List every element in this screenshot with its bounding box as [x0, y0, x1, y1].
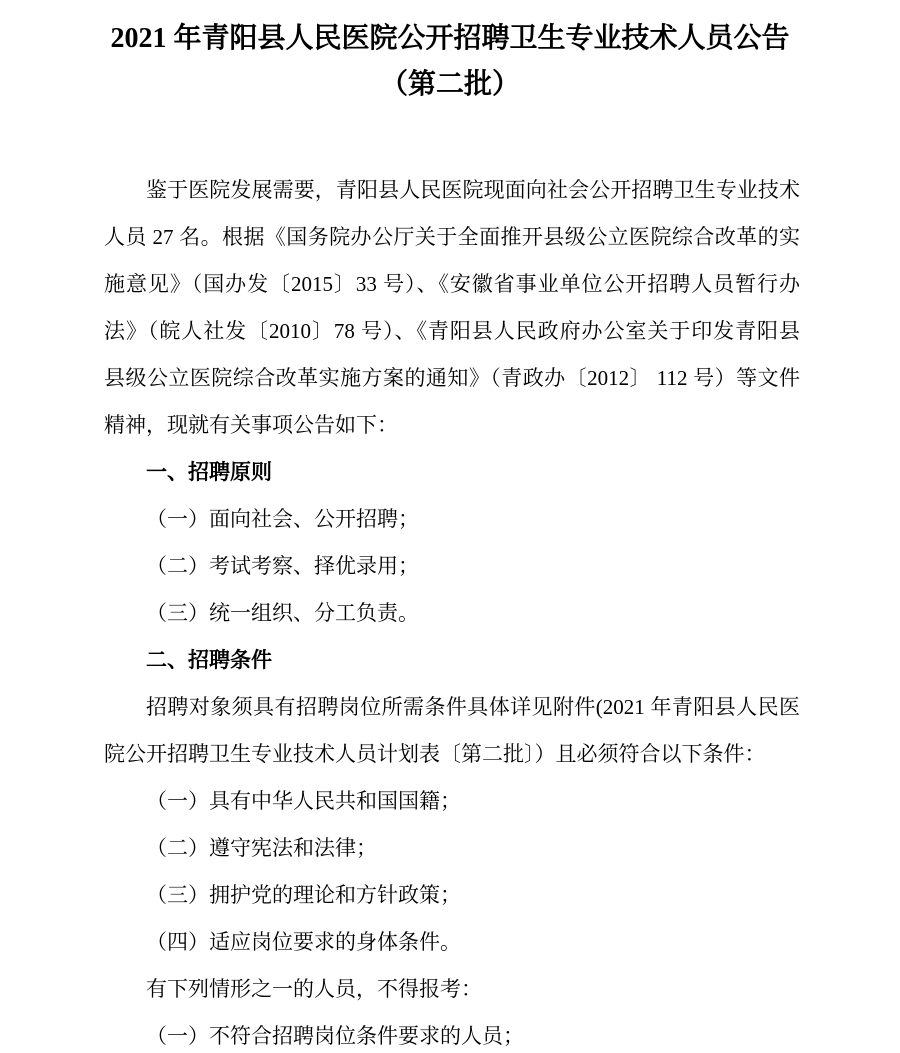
paragraph-2-line-1: 招聘对象须具有招聘岗位所需条件具体详见附件(2021 年青阳县人民医 [146, 695, 800, 719]
section-heading-1: 一、招聘原则 [146, 460, 272, 484]
section-1-item-3: （三）统一组织、分工负责。 [146, 601, 419, 625]
section-2-item-2: （二）遵守宪法和法律； [146, 836, 377, 860]
paragraph-3-line-1: 有下列情形之一的人员，不得报考： [146, 977, 482, 1001]
document-title [0, 0, 900, 108]
paragraph-1-line-3: 施意见》（国办发〔2015〕33 号）、《安徽省事业单位公开招聘人员暂行办 [104, 272, 800, 296]
document-body [0, 167, 900, 1053]
section-heading-2: 二、招聘条件 [146, 648, 272, 672]
title-line-1: 2021 年青阳县人民医院公开招聘卫生专业技术人员公告 [110, 23, 790, 54]
section-2-item-1: （一）具有中华人民共和国国籍； [146, 789, 461, 813]
paragraph-2-line-2: 院公开招聘卫生专业技术人员计划表〔第二批〕）且必须符合以下条件： [104, 742, 766, 766]
paragraph-1-line-5: 县级公立医院综合改革实施方案的通知》（青政办〔2012〕 112 号）等文件 [104, 366, 800, 390]
section-1-item-2: （二）考试考察、择优录用； [146, 554, 419, 578]
section-2-item-4: （四）适应岗位要求的身体条件。 [146, 930, 461, 954]
section-1-item-1: （一）面向社会、公开招聘； [146, 507, 419, 531]
section-2-item-3: （三）拥护党的理论和方针政策； [146, 883, 461, 907]
paragraph-1-line-4: 法》（皖人社发〔2010〕78 号）、《青阳县人民政府办公室关于印发青阳县 [104, 319, 800, 343]
paragraph-1-line-6: 精神，现就有关事项公告如下： [104, 413, 398, 437]
disqualification-item-1: （一）不符合招聘岗位条件要求的人员； [146, 1024, 524, 1048]
title-line-2: （第二批） [379, 69, 520, 100]
paragraph-1-line-2: 人员 27 名。根据《国务院办公厅关于全面推开县级公立医院综合改革的实 [104, 225, 800, 249]
paragraph-1-line-1: 鉴于医院发展需要，青阳县人民医院现面向社会公开招聘卫生专业技术 [146, 178, 800, 202]
